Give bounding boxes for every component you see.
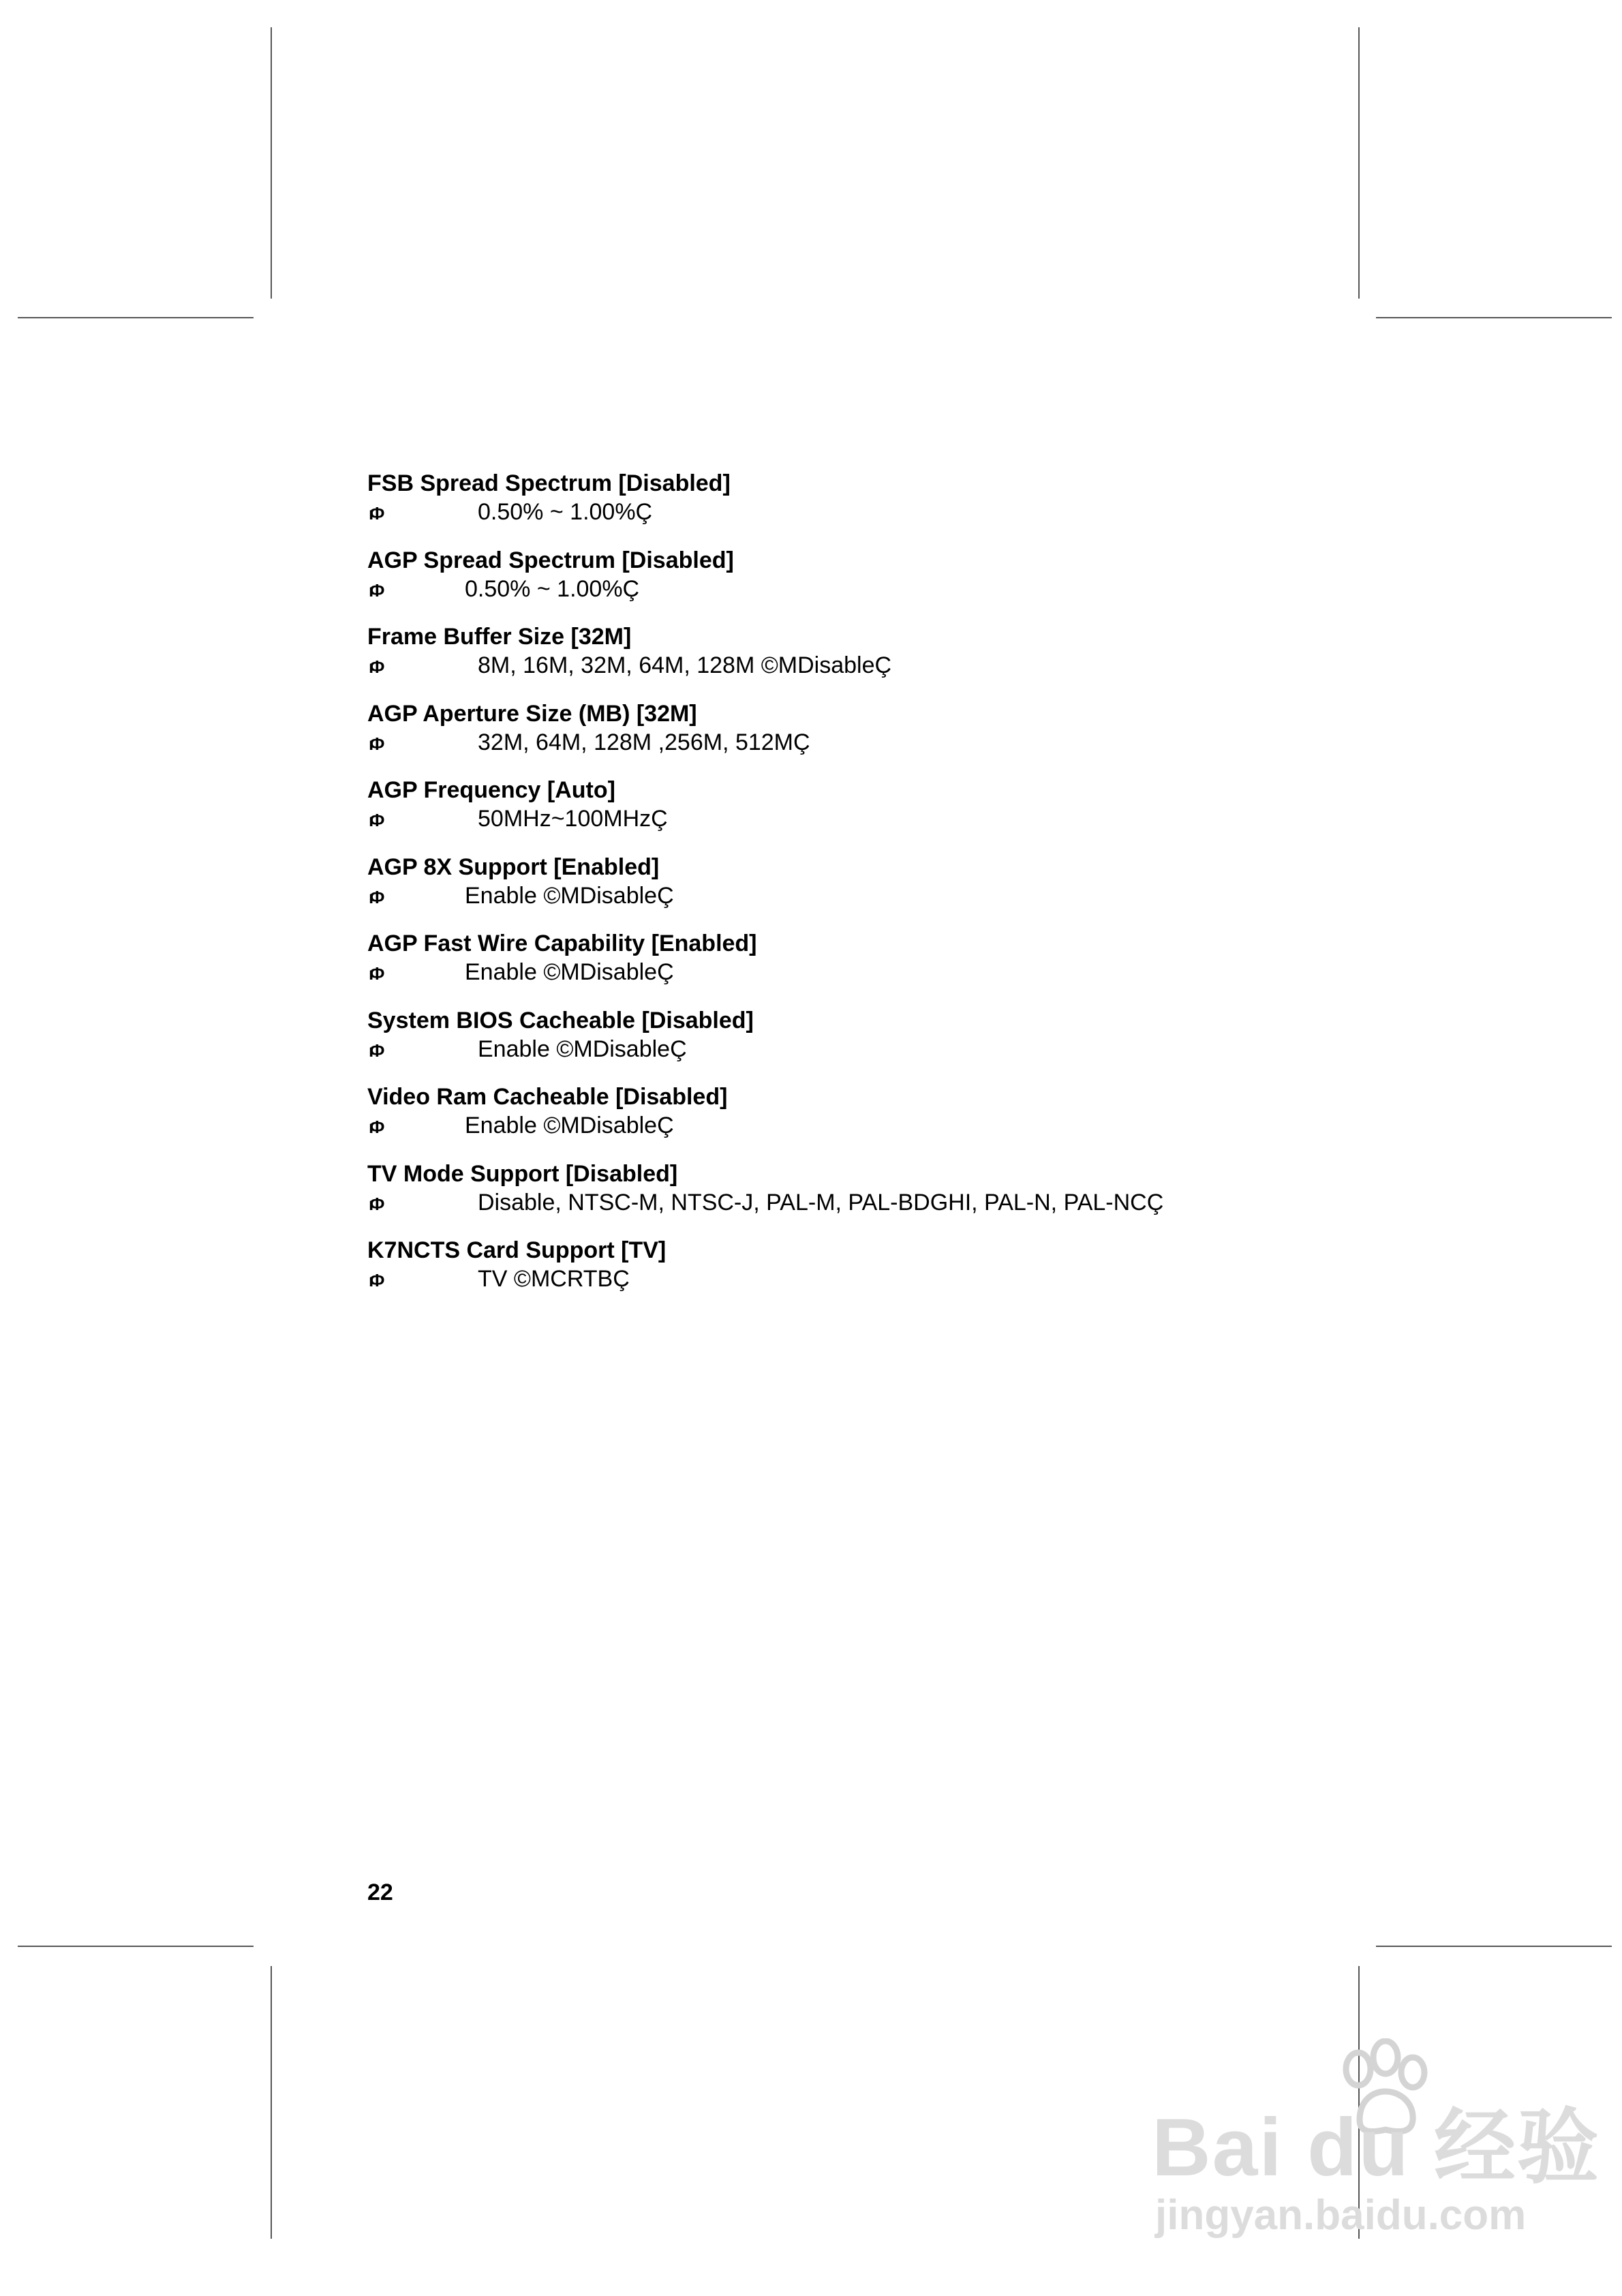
setting-options [367, 1111, 1321, 1140]
bullet-marker: ıФ [369, 656, 381, 677]
watermark-brand: Bai du 经验 [1152, 2102, 1601, 2193]
options-text: 0.50% ~ 1.00%Ç [465, 575, 640, 602]
setting-options [367, 728, 1321, 757]
options-text: 50MHz~100MHzÇ [478, 806, 668, 832]
bullet-marker: ıФ [369, 1193, 381, 1214]
setting-title: AGP Frequency [Auto] [367, 777, 615, 803]
setting-k7ncts-card-support [367, 1236, 1321, 1313]
setting-agp-8x-support [367, 853, 1321, 930]
bullet-marker: ıФ [369, 886, 381, 907]
crop-mark [1376, 317, 1612, 318]
setting-agp-spread-spectrum [367, 546, 1321, 623]
setting-video-ram-cacheable [367, 1083, 1321, 1160]
setting-title: Frame Buffer Size [32M] [367, 624, 632, 650]
setting-fsb-spread-spectrum [367, 469, 1321, 546]
watermark-url: jingyan.baidu.com [1155, 2192, 1527, 2239]
crop-mark [271, 27, 272, 299]
options-text: Enable ©MDisableÇ [478, 1036, 687, 1062]
setting-frame-buffer-size [367, 622, 1321, 699]
setting-title: AGP 8X Support [Enabled] [367, 854, 660, 880]
setting-agp-fast-wire [367, 929, 1321, 1006]
bullet-marker: ıФ [369, 579, 381, 601]
options-text: 0.50% ~ 1.00%Ç [478, 499, 653, 525]
setting-title: AGP Spread Spectrum [Disabled] [367, 547, 734, 573]
bullet-marker: ıФ [369, 503, 381, 524]
options-text: Enable ©MDisableÇ [465, 882, 674, 909]
setting-title: TV Mode Support [Disabled] [367, 1160, 678, 1187]
setting-title: AGP Aperture Size (MB) [32M] [367, 700, 697, 727]
bullet-marker: ıФ [369, 963, 381, 984]
setting-title: System BIOS Cacheable [Disabled] [367, 1007, 754, 1033]
options-text: Enable ©MDisableÇ [465, 1113, 674, 1138]
setting-options [367, 651, 1321, 680]
setting-tv-mode-support [367, 1160, 1321, 1237]
bullet-marker: ıФ [369, 733, 381, 754]
crop-mark [18, 317, 254, 318]
setting-options [367, 881, 1321, 910]
setting-agp-frequency [367, 776, 1321, 853]
setting-title: Video Ram Cacheable [Disabled] [367, 1084, 728, 1110]
setting-options [367, 498, 1321, 526]
crop-mark [1358, 27, 1360, 299]
setting-options [367, 1188, 1321, 1217]
crop-mark [271, 1966, 272, 2239]
options-text: Enable ©MDisableÇ [465, 959, 674, 985]
bullet-marker: ıФ [369, 1117, 381, 1137]
crop-mark [18, 1946, 254, 1947]
setting-title: AGP Fast Wire Capability [Enabled] [367, 931, 757, 956]
bullet-marker: ıФ [369, 1270, 381, 1290]
setting-title: FSB Spread Spectrum [Disabled] [367, 470, 731, 496]
setting-system-bios-cacheable [367, 1006, 1321, 1083]
options-text: 32M, 64M, 128M ,256M, 512MÇ [478, 729, 810, 755]
baidu-jingyan-watermark [1152, 2038, 1601, 2243]
crop-mark [1376, 1946, 1612, 1947]
setting-options [367, 1265, 1321, 1293]
page-number: 22 [367, 1879, 393, 1905]
options-text: Disable, NTSC-M, NTSC-J, PAL-M, PAL-BDGHI, PAL-N, PAL-NCÇ [478, 1189, 1164, 1215]
setting-options [367, 958, 1321, 986]
setting-options [367, 1035, 1321, 1063]
setting-title: K7NCTS Card Support [TV] [367, 1237, 667, 1263]
setting-agp-aperture-size [367, 699, 1321, 776]
bullet-marker: ıФ [369, 1040, 381, 1061]
setting-options [367, 804, 1321, 833]
options-text: TV ©MCRTBÇ [478, 1266, 630, 1292]
bullet-marker: ıФ [369, 810, 381, 830]
setting-options [367, 575, 1321, 603]
bios-settings-list [367, 469, 1321, 1313]
options-text: 8M, 16M, 32M, 64M, 128M ©MDisableÇ [478, 652, 892, 678]
